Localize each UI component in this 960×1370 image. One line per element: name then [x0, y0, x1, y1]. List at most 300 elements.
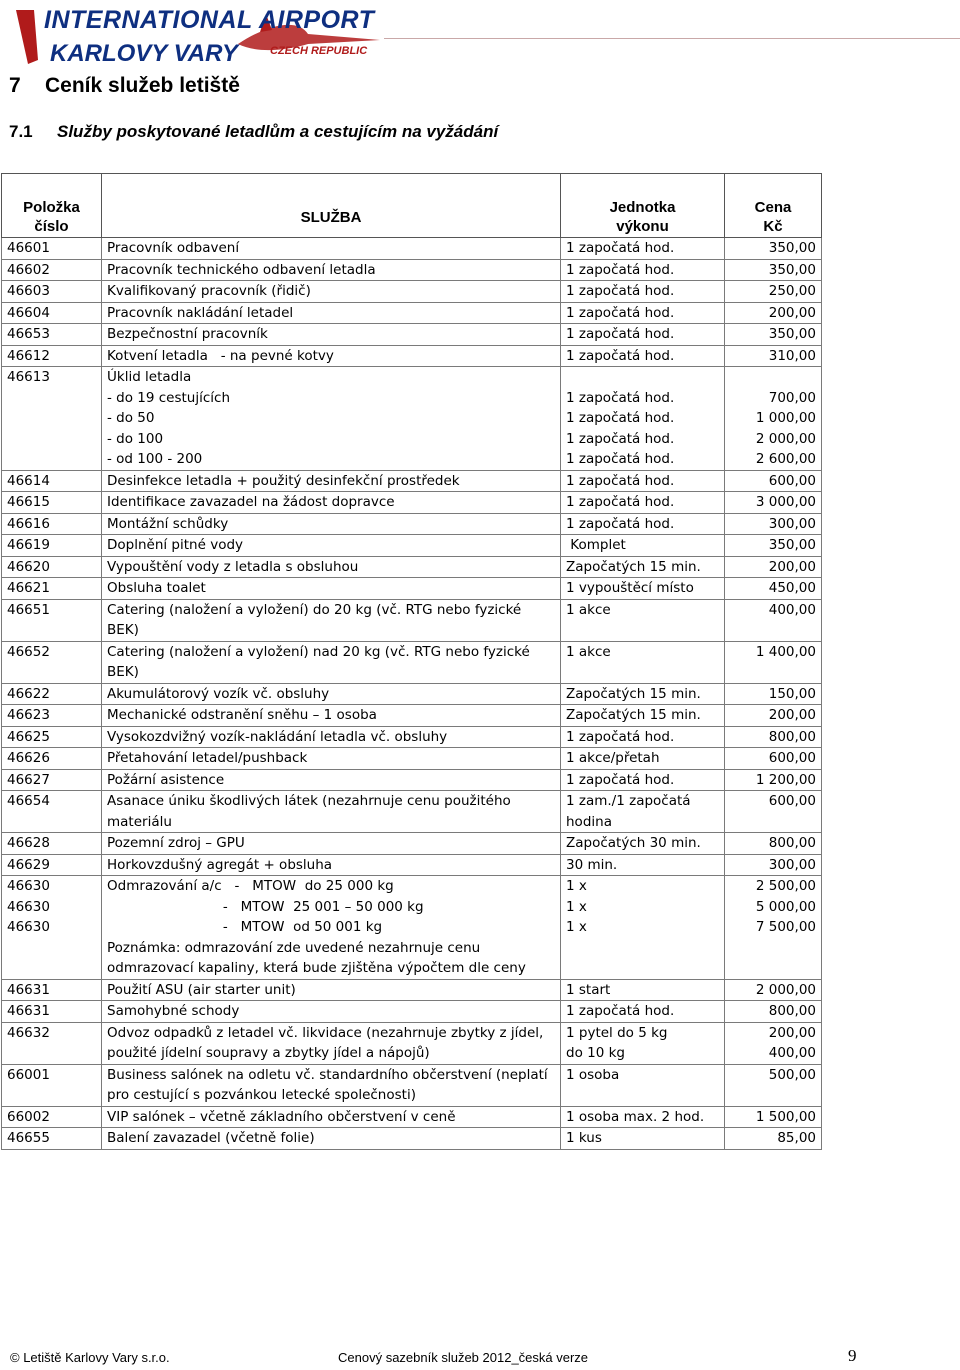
- item-number-cell: [2, 1022, 102, 1064]
- price-line: 3 000,00: [755, 494, 816, 510]
- table-row: [2, 641, 822, 683]
- table-row: [2, 705, 822, 727]
- price-line: 7 500,00: [755, 919, 816, 935]
- price-line: 700,00: [768, 389, 816, 406]
- item-number-cell: [2, 726, 102, 748]
- price-line: 200,00: [768, 558, 816, 575]
- price-line: 800,00: [768, 1003, 816, 1019]
- item-number-line: 46630: [7, 878, 50, 894]
- service-cell: [102, 238, 561, 260]
- unit-line: 1 započatá hod.: [566, 494, 675, 510]
- price-line: 450,00: [768, 580, 816, 596]
- table-row: [2, 259, 822, 281]
- service-line: Catering (naložení a vyložení) do 20 kg (vč. RTG nebo fyzické BEK): [107, 601, 526, 638]
- service-line: Pozemní zdroj – GPU: [107, 835, 245, 851]
- logo-line2: KARLOVY VARY: [50, 40, 239, 67]
- price-cell: [725, 1001, 822, 1023]
- table-row: [2, 238, 822, 260]
- footer-document-title: Cenový sazebník služeb 2012_česká verze: [338, 1350, 589, 1365]
- item-number-cell: [2, 302, 102, 324]
- table-row: [2, 769, 822, 791]
- unit-cell: [561, 302, 725, 324]
- table-row: [2, 1001, 822, 1023]
- unit-cell: [561, 470, 725, 492]
- item-number-line: 46620: [7, 558, 50, 575]
- price-line: 1 400,00: [755, 643, 816, 660]
- price-cell: [725, 345, 822, 367]
- table-row: [2, 470, 822, 492]
- item-number-line: 66002: [7, 1108, 50, 1125]
- table-body: [2, 238, 822, 1150]
- service-line: Odvoz odpadků z letadel vč. likvidace (nezahrnuje zbytky z jídel, použité jídelní soupravy a zbytky jídel a nápojů): [107, 1024, 548, 1061]
- price-cell: [725, 599, 822, 641]
- price-cell: [725, 748, 822, 770]
- unit-line: 1 pytel do 5 kg: [566, 1024, 668, 1041]
- item-number-line: 46628: [7, 835, 50, 851]
- price-line: 300,00: [768, 856, 816, 873]
- price-cell: [725, 259, 822, 281]
- table-row: [2, 1022, 822, 1064]
- price-cell: [725, 705, 822, 727]
- price-cell: [725, 1064, 822, 1106]
- service-line: Balení zavazadel (včetně folie): [107, 1130, 315, 1146]
- price-cell: [725, 791, 822, 833]
- service-line: Úklid letadla: [107, 369, 192, 385]
- item-number-cell: [2, 599, 102, 641]
- item-number-cell: [2, 833, 102, 855]
- service-line: Bezpečnostní pracovník: [107, 326, 268, 342]
- service-line: Obsluha toalet: [107, 580, 206, 596]
- service-line: - do 19 cestujících: [107, 389, 231, 406]
- item-number-line: 46623: [7, 707, 50, 723]
- service-line: Poznámka: odmrazování zde uvedené nezahrnuje cenu odmrazovací kapaliny, která bude zjištěna výpočtem dle ceny: [107, 939, 526, 976]
- unit-cell: [561, 599, 725, 641]
- section-heading: [9, 74, 240, 98]
- service-cell: [102, 726, 561, 748]
- service-line: Horkovzdušný agregát + obsluha: [107, 856, 333, 873]
- header-service: SLUŽBA: [102, 174, 561, 238]
- unit-cell: [561, 979, 725, 1001]
- unit-line: Komplet: [566, 537, 626, 553]
- price-cell: [725, 556, 822, 578]
- unit-line: 1 započatá hod.: [566, 304, 675, 321]
- service-line: Akumulátorový vozík vč. obsluhy: [107, 685, 330, 702]
- unit-cell: [561, 345, 725, 367]
- unit-line: hodina: [566, 813, 612, 830]
- unit-line: 1 kus: [566, 1130, 602, 1146]
- item-number-line: 46627: [7, 771, 50, 788]
- service-cell: [102, 345, 561, 367]
- price-cell: [725, 876, 822, 980]
- unit-line: 1 akce: [566, 601, 611, 618]
- item-number-line: 46632: [7, 1024, 50, 1041]
- airport-logo: [8, 4, 388, 68]
- unit-cell: [561, 492, 725, 514]
- unit-line: 1 započatá hod.: [566, 347, 675, 364]
- unit-cell: [561, 769, 725, 791]
- unit-line: 30 min.: [566, 856, 618, 873]
- service-line: Mechanické odstranění sněhu – 1 osoba: [107, 707, 377, 723]
- item-number-line: 46613: [7, 369, 50, 385]
- item-number-line: 46651: [7, 601, 50, 618]
- price-line: 500,00: [768, 1066, 816, 1083]
- table-row: [2, 1064, 822, 1106]
- service-line: - do 100: [107, 430, 164, 447]
- unit-line: 1 akce/přetah: [566, 750, 660, 766]
- service-cell: [102, 641, 561, 683]
- item-number-cell: [2, 769, 102, 791]
- service-cell: [102, 748, 561, 770]
- price-cell: [725, 535, 822, 557]
- subsection-number: 7.1: [9, 122, 33, 141]
- item-number-line: 46601: [7, 240, 50, 256]
- service-line: - MTOW 25 001 – 50 000 kg: [107, 898, 424, 915]
- service-line: Požární asistence: [107, 771, 225, 788]
- price-line: 1 000,00: [755, 410, 816, 426]
- item-number-cell: [2, 259, 102, 281]
- service-cell: [102, 979, 561, 1001]
- unit-line: Započatých 15 min.: [566, 685, 701, 702]
- price-cell: [725, 492, 822, 514]
- unit-cell: [561, 876, 725, 980]
- footer-copyright: © Letiště Karlovy Vary s.r.o.: [10, 1350, 170, 1365]
- service-cell: [102, 833, 561, 855]
- price-cell: [725, 367, 822, 471]
- unit-cell: [561, 705, 725, 727]
- unit-line: 1 x: [566, 919, 587, 935]
- unit-line: 1 vypouštěcí místo: [566, 580, 694, 596]
- unit-cell: [561, 556, 725, 578]
- unit-cell: [561, 535, 725, 557]
- unit-cell: [561, 854, 725, 876]
- table-row: [2, 492, 822, 514]
- item-number-line: 46614: [7, 472, 50, 489]
- table-row: [2, 302, 822, 324]
- price-cell: [725, 470, 822, 492]
- section-title: Ceník služeb letiště: [45, 74, 240, 97]
- unit-cell: [561, 513, 725, 535]
- table-row: [2, 854, 822, 876]
- service-cell: [102, 1022, 561, 1064]
- price-cell: [725, 854, 822, 876]
- service-line: Pracovník technického odbavení letadla: [107, 261, 376, 278]
- service-cell: [102, 683, 561, 705]
- service-line: Catering (naložení a vyložení) nad 20 kg (vč. RTG nebo fyzické BEK): [107, 643, 535, 680]
- subsection-title: Služby poskytované letadlům a cestujícím na vyžádání: [57, 122, 499, 141]
- service-cell: [102, 876, 561, 980]
- service-line: Asanace úniku škodlivých látek (nezahrnuje cenu použitého materiálu: [107, 793, 516, 830]
- unit-cell: [561, 1064, 725, 1106]
- service-line: - do 50: [107, 410, 155, 426]
- price-cell: [725, 1022, 822, 1064]
- service-cell: [102, 556, 561, 578]
- table-row: [2, 324, 822, 346]
- unit-line: 1 x: [566, 878, 587, 894]
- table-row: [2, 281, 822, 303]
- item-number-cell: [2, 281, 102, 303]
- item-number-cell: [2, 979, 102, 1001]
- unit-line: 1 x: [566, 898, 587, 915]
- item-number-line: 46625: [7, 728, 50, 745]
- item-number-line: 46616: [7, 515, 50, 532]
- price-cell: [725, 1106, 822, 1128]
- item-number-line: 46631: [7, 1003, 50, 1019]
- unit-cell: [561, 791, 725, 833]
- price-line: 1 500,00: [755, 1108, 816, 1125]
- item-number-cell: [2, 791, 102, 833]
- item-number-line: 46604: [7, 304, 50, 321]
- unit-line: 1 započatá hod.: [566, 771, 675, 788]
- unit-cell: [561, 641, 725, 683]
- item-number-cell: [2, 1064, 102, 1106]
- unit-cell: [561, 1128, 725, 1150]
- item-number-line: 46653: [7, 326, 50, 342]
- unit-cell: [561, 1106, 725, 1128]
- section-number: 7: [9, 74, 21, 97]
- price-line: 800,00: [768, 728, 816, 745]
- service-cell: [102, 470, 561, 492]
- logo-line3: CZECH REPUBLIC: [270, 45, 368, 57]
- item-number-cell: [2, 641, 102, 683]
- unit-cell: [561, 726, 725, 748]
- table-row: [2, 833, 822, 855]
- service-cell: [102, 513, 561, 535]
- item-number-cell: [2, 324, 102, 346]
- price-line: 600,00: [768, 750, 816, 766]
- unit-cell: [561, 683, 725, 705]
- item-number-line: 46602: [7, 261, 50, 278]
- logo-line1: INTERNATIONAL AIRPORT: [44, 6, 375, 34]
- price-line: 600,00: [768, 472, 816, 489]
- service-cell: [102, 535, 561, 557]
- service-cell: [102, 791, 561, 833]
- item-number-cell: [2, 1001, 102, 1023]
- item-number-line: 46652: [7, 643, 50, 660]
- price-line: 800,00: [768, 835, 816, 851]
- service-cell: [102, 1001, 561, 1023]
- service-line: Doplnění pitné vody: [107, 537, 244, 553]
- price-line: 85,00: [777, 1130, 816, 1146]
- service-line: Pracovník nakládání letadel: [107, 304, 294, 321]
- header-item-number: Položka číslo: [2, 174, 102, 238]
- unit-line: 1 započatá hod.: [566, 472, 675, 489]
- table-row: [2, 367, 822, 471]
- item-number-line: 46612: [7, 347, 50, 364]
- item-number-line: 46626: [7, 750, 50, 766]
- price-cell: [725, 641, 822, 683]
- item-number-cell: [2, 683, 102, 705]
- unit-line: 1 osoba: [566, 1066, 620, 1083]
- service-line: Přetahování letadel/pushback: [107, 750, 308, 766]
- price-line: 350,00: [768, 326, 816, 342]
- unit-cell: [561, 833, 725, 855]
- header-rule: [384, 38, 960, 39]
- service-cell: [102, 324, 561, 346]
- item-number-line: 66001: [7, 1066, 50, 1083]
- table-row: [2, 599, 822, 641]
- unit-line: 1 započatá hod.: [566, 410, 675, 426]
- subsection-heading: [9, 122, 498, 142]
- item-number-cell: [2, 876, 102, 980]
- item-number-cell: [2, 535, 102, 557]
- unit-cell: [561, 1022, 725, 1064]
- price-line: 2 600,00: [755, 451, 816, 467]
- service-cell: [102, 367, 561, 471]
- unit-cell: [561, 1001, 725, 1023]
- unit-line: 1 start: [566, 981, 611, 998]
- service-line: Použití ASU (air starter unit): [107, 981, 296, 998]
- item-number-line: 46619: [7, 537, 50, 553]
- unit-line: Započatých 15 min.: [566, 558, 701, 575]
- item-number-cell: [2, 556, 102, 578]
- service-line: VIP salónek – včetně základního občerstvení v ceně: [107, 1108, 456, 1125]
- price-line: 200,00: [768, 1024, 816, 1041]
- price-line: 200,00: [768, 304, 816, 321]
- service-cell: [102, 1064, 561, 1106]
- item-number-cell: [2, 578, 102, 600]
- unit-line: 1 započatá hod.: [566, 240, 675, 256]
- price-cell: [725, 513, 822, 535]
- service-cell: [102, 492, 561, 514]
- service-cell: [102, 854, 561, 876]
- price-line: 200,00: [768, 707, 816, 723]
- item-number-line: 46631: [7, 981, 50, 998]
- unit-line: 1 akce: [566, 643, 611, 660]
- table-row: [2, 1128, 822, 1150]
- unit-line: 1 započatá hod.: [566, 728, 675, 745]
- unit-line: 1 započatá hod.: [566, 389, 675, 406]
- service-line: Pracovník odbavení: [107, 240, 240, 256]
- item-number-line: 46630: [7, 898, 50, 915]
- table-row: [2, 791, 822, 833]
- unit-line: Započatých 30 min.: [566, 835, 701, 851]
- price-line: 350,00: [768, 537, 816, 553]
- item-number-cell: [2, 470, 102, 492]
- price-cell: [725, 979, 822, 1001]
- service-cell: [102, 1106, 561, 1128]
- unit-cell: [561, 748, 725, 770]
- unit-line: 1 započatá hod.: [566, 451, 675, 467]
- service-cell: [102, 302, 561, 324]
- unit-line: 1 započatá hod.: [566, 261, 675, 278]
- unit-line: [566, 367, 719, 388]
- service-line: Identifikace zavazadel na žádost dopravce: [107, 494, 395, 510]
- price-cell: [725, 324, 822, 346]
- table-header-row: [2, 174, 822, 238]
- unit-line: 1 započatá hod.: [566, 430, 675, 447]
- price-line: 310,00: [768, 347, 816, 364]
- item-number-line: 46655: [7, 1130, 50, 1146]
- price-cell: [725, 833, 822, 855]
- item-number-cell: [2, 345, 102, 367]
- unit-line: 1 osoba max. 2 hod.: [566, 1108, 705, 1125]
- table-row: [2, 345, 822, 367]
- price-line: 350,00: [768, 240, 816, 256]
- price-line: 2 000,00: [755, 981, 816, 998]
- header-unit: Jednotka výkonu: [561, 174, 725, 238]
- item-number-cell: [2, 705, 102, 727]
- price-cell: [725, 578, 822, 600]
- item-number-line: 46629: [7, 856, 50, 873]
- item-number-line: 46630: [7, 919, 50, 935]
- page-number: 9: [848, 1346, 857, 1365]
- service-line: - MTOW od 50 001 kg: [107, 919, 383, 935]
- item-number-line: 46615: [7, 494, 50, 510]
- item-number-cell: [2, 492, 102, 514]
- service-line: Kotvení letadla - na pevné kotvy: [107, 347, 334, 364]
- unit-cell: [561, 238, 725, 260]
- service-cell: [102, 599, 561, 641]
- service-line: Vysokozdvižný vozík-nakládání letadla vč. obsluhy: [107, 728, 448, 745]
- service-cell: [102, 259, 561, 281]
- price-cell: [725, 281, 822, 303]
- price-cell: [725, 769, 822, 791]
- unit-cell: [561, 281, 725, 303]
- item-number-cell: [2, 854, 102, 876]
- header-price: Cena Kč: [725, 174, 822, 238]
- service-cell: [102, 281, 561, 303]
- price-line: 2 500,00: [755, 878, 816, 894]
- unit-line: Započatých 15 min.: [566, 707, 701, 723]
- service-line: Vypouštění vody z letadla s obsluhou: [107, 558, 359, 575]
- price-line: 5 000,00: [755, 898, 816, 915]
- item-number-line: 46654: [7, 793, 50, 809]
- price-line: 1 200,00: [755, 771, 816, 788]
- item-number-line: 46621: [7, 580, 50, 596]
- service-line: Business salónek na odletu vč. standardního občerstvení (neplatí pro cestující s pozvánkou letecké společnosti): [107, 1066, 552, 1103]
- price-cell: [725, 238, 822, 260]
- unit-cell: [561, 324, 725, 346]
- unit-line: 1 zam./1 započatá: [566, 793, 691, 809]
- price-cell: [725, 1128, 822, 1150]
- item-number-cell: [2, 238, 102, 260]
- unit-line: 1 započatá hod.: [566, 515, 675, 532]
- price-cell: [725, 302, 822, 324]
- table-row: [2, 1106, 822, 1128]
- service-cell: [102, 705, 561, 727]
- price-line: 400,00: [768, 1045, 816, 1061]
- table-row: [2, 748, 822, 770]
- price-cell: [725, 726, 822, 748]
- unit-line: do 10 kg: [566, 1045, 625, 1061]
- table-row: [2, 979, 822, 1001]
- item-number-cell: [2, 1106, 102, 1128]
- price-line: 350,00: [768, 261, 816, 278]
- table-row: [2, 683, 822, 705]
- price-line: 250,00: [768, 283, 816, 299]
- unit-cell: [561, 578, 725, 600]
- unit-line: 1 započatá hod.: [566, 1003, 675, 1019]
- service-cell: [102, 769, 561, 791]
- service-line: Desinfekce letadla + použitý desinfekční prostředek: [107, 472, 460, 489]
- price-line: 400,00: [768, 601, 816, 618]
- table-row: [2, 578, 822, 600]
- table-row: [2, 876, 822, 980]
- unit-cell: [561, 367, 725, 471]
- service-cell: [102, 1128, 561, 1150]
- table-row: [2, 535, 822, 557]
- service-cell: [102, 578, 561, 600]
- service-line: Kvalifikovaný pracovník (řidič): [107, 283, 311, 299]
- service-line: Odmrazování a/c - MTOW do 25 000 kg: [107, 878, 394, 894]
- price-table: [1, 173, 822, 1150]
- service-line: - od 100 - 200: [107, 451, 203, 467]
- unit-cell: [561, 259, 725, 281]
- price-line: [730, 367, 816, 388]
- item-number-line: 46603: [7, 283, 50, 299]
- price-line: 300,00: [768, 515, 816, 532]
- table-row: [2, 726, 822, 748]
